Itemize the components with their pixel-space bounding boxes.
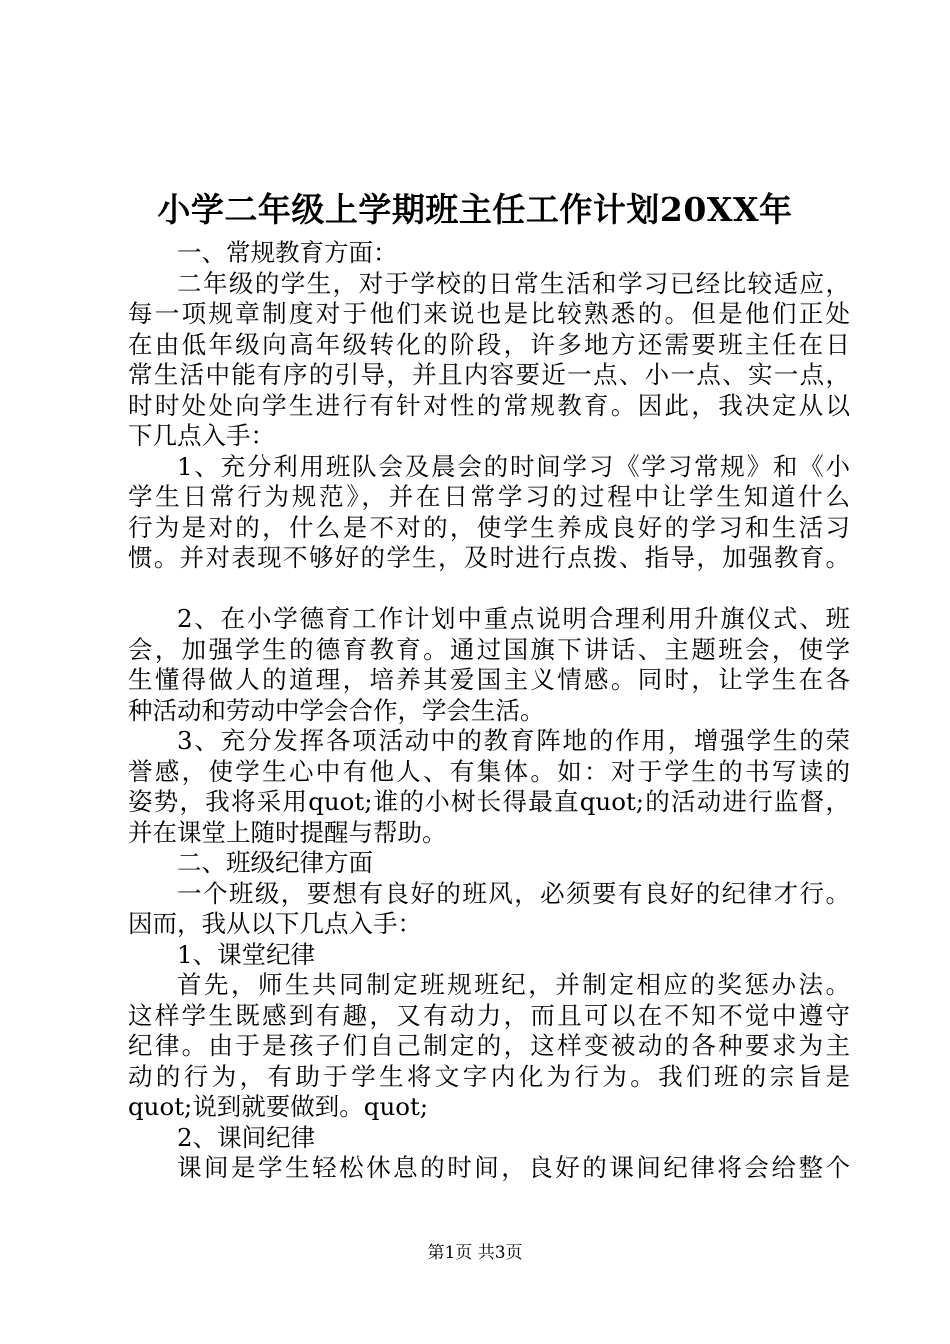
paragraph-line: 一、常规教育方面： <box>177 238 398 267</box>
paragraph-line: 2、课间纪律 <box>177 1122 316 1152</box>
paragraph-line: 1、充分利用班队会及晨会的时间学习《学习常规》和《小 <box>177 451 850 481</box>
paragraph-line: 并在课堂上随时提醒与帮助。 <box>128 817 447 847</box>
paragraph-line: 学生日常行为规范》，并在日常学习的过程中让学生知道什么 <box>128 482 850 511</box>
paragraph-line: 二年级的学生，对于学校的日常生活和学习已经比较适应， <box>177 268 850 298</box>
paragraph-line: 常生活中能有序的引导，并且内容要近一点、小一点、实一点， <box>128 360 850 389</box>
paragraph-line: 每一项规章制度对于他们来说也是比较熟悉的。但是他们正处 <box>128 299 850 328</box>
paragraph-line: 种活动和劳动中学会合作，学会生活。 <box>128 695 545 725</box>
paragraph-line: 生懂得做人的道理，培养其爱国主义情感。同时，让学生在各 <box>128 665 850 694</box>
paragraph-line: 首先，师生共同制定班规班纪，并制定相应的奖惩办法。 <box>177 970 850 999</box>
paragraph-line: 1、课堂纪律 <box>177 939 316 969</box>
paragraph-line: 下几点入手： <box>128 421 275 450</box>
paragraph-line: 行为是对的，什么是不对的，使学生养成良好的学习和生活习 <box>128 512 850 542</box>
paragraph-line: quot;说到就要做到。quot; <box>128 1092 429 1121</box>
paragraph-line: 这样学生既感到有趣，又有动力，而且可以在不知不觉中遵守 <box>128 1000 850 1030</box>
paragraph-line: 二、班级纪律方面 <box>177 848 373 877</box>
paragraph-line: 一个班级，要想有良好的班风，必须要有良好的纪律才行。 <box>177 878 850 908</box>
paragraph-line: 2、在小学德育工作计划中重点说明合理利用升旗仪式、班 <box>177 604 850 633</box>
paragraph-gap <box>128 574 850 605</box>
paragraph-line: 誉感，使学生心中有他人、有集体。如：对于学生的书写读的 <box>128 756 850 786</box>
document-body <box>128 238 850 1184</box>
page-footer: 第1页 共3页 <box>427 1243 523 1263</box>
paragraph-line: 纪律。由于是孩子们自己制定的，这样变被动的各种要求为主 <box>128 1031 850 1060</box>
paragraph-line: 姿势，我将采用quot;谁的小树长得最直quot;的活动进行监督， <box>128 787 850 816</box>
paragraph-line: 在由低年级向高年级转化的阶段，许多地方还需要班主任在日 <box>128 329 850 359</box>
paragraph-line: 课间是学生轻松休息的时间，良好的课间纪律将会给整个 <box>177 1153 850 1182</box>
paragraph-line: 3、充分发挥各项活动中的教育阵地的作用，增强学生的荣 <box>177 726 850 755</box>
paragraph-line: 动的行为，有助于学生将文字内化为行为。我们班的宗旨是 <box>128 1061 850 1091</box>
paragraph-line: 时时处处向学生进行有针对性的常规教育。因此，我决定从以 <box>128 390 850 420</box>
paragraph-line: 因而，我从以下几点入手： <box>128 909 422 938</box>
document-title: 小学二年级上学期班主任工作计划20XX年 <box>157 190 793 229</box>
paragraph-line: 惯。并对表现不够好的学生，及时进行点拨、指导，加强教育。 <box>128 543 850 572</box>
paragraph-line: 会，加强学生的德育教育。通过国旗下讲话、主题班会，使学 <box>128 634 850 664</box>
